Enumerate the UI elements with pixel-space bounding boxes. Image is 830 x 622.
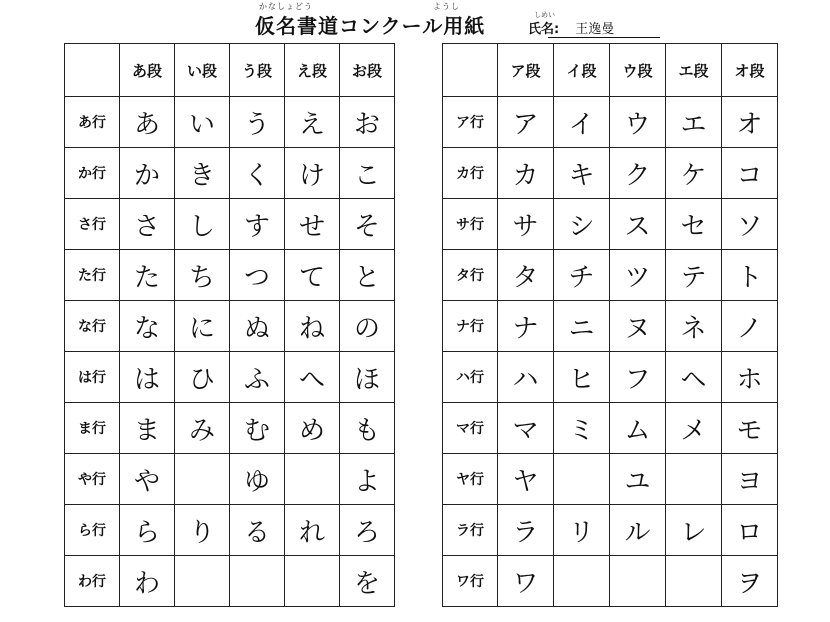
- table-row: [65, 403, 395, 454]
- table-row: [443, 148, 778, 199]
- katakana-row-header: マ行: [443, 403, 498, 454]
- hiragana-cell: ち: [175, 250, 230, 301]
- katakana-cell: ヲ: [722, 556, 778, 607]
- katakana-cell: [666, 454, 722, 505]
- katakana-cell: サ: [498, 199, 554, 250]
- hiragana-row-header: さ行: [65, 199, 120, 250]
- hiragana-column-header: う段: [230, 44, 285, 97]
- katakana-row-header: ナ行: [443, 301, 498, 352]
- katakana-row-header: ワ行: [443, 556, 498, 607]
- katakana-cell: セ: [666, 199, 722, 250]
- katakana-cell: ム: [610, 403, 666, 454]
- katakana-row-header: ア行: [443, 97, 498, 148]
- table-row: [443, 199, 778, 250]
- katakana-cell: ヨ: [722, 454, 778, 505]
- hiragana-cell: あ: [120, 97, 175, 148]
- hiragana-cell: み: [175, 403, 230, 454]
- hiragana-row-header: か行: [65, 148, 120, 199]
- katakana-header-row: [443, 44, 778, 97]
- katakana-cell: タ: [498, 250, 554, 301]
- table-row: [65, 454, 395, 505]
- katakana-cell: ロ: [722, 505, 778, 556]
- table-row: [65, 97, 395, 148]
- hiragana-cell: か: [120, 148, 175, 199]
- hiragana-cell: め: [285, 403, 340, 454]
- katakana-row-header: ハ行: [443, 352, 498, 403]
- table-row: [443, 454, 778, 505]
- katakana-cell: ハ: [498, 352, 554, 403]
- katakana-cell: ワ: [498, 556, 554, 607]
- hiragana-header-row: [65, 44, 395, 97]
- hiragana-cell: す: [230, 199, 285, 250]
- name-ruby: しめい: [534, 11, 555, 19]
- katakana-column-header: ウ段: [610, 44, 666, 97]
- hiragana-cell: [285, 556, 340, 607]
- katakana-cell: キ: [554, 148, 610, 199]
- page-title: [255, 2, 486, 39]
- table-row: [65, 505, 395, 556]
- table-row: [65, 148, 395, 199]
- hiragana-cell: [230, 556, 285, 607]
- katakana-column-header: エ段: [666, 44, 722, 97]
- hiragana-cell: し: [175, 199, 230, 250]
- katakana-cell: ヌ: [610, 301, 666, 352]
- katakana-row-header: ヤ行: [443, 454, 498, 505]
- hiragana-column-header: お段: [340, 44, 395, 97]
- hiragana-cell: た: [120, 250, 175, 301]
- katakana-column-header: イ段: [554, 44, 610, 97]
- katakana-cell: [554, 556, 610, 607]
- katakana-cell: ケ: [666, 148, 722, 199]
- hiragana-cell: て: [285, 250, 340, 301]
- hiragana-cell: ろ: [340, 505, 395, 556]
- name-underline: [548, 37, 660, 38]
- katakana-row-header: カ行: [443, 148, 498, 199]
- katakana-cell: チ: [554, 250, 610, 301]
- hiragana-cell: い: [175, 97, 230, 148]
- hiragana-cell: な: [120, 301, 175, 352]
- katakana-cell: ス: [610, 199, 666, 250]
- hiragana-cell: せ: [285, 199, 340, 250]
- table-row: [443, 301, 778, 352]
- hiragana-cell: ゆ: [230, 454, 285, 505]
- katakana-row-header: タ行: [443, 250, 498, 301]
- hiragana-cell: に: [175, 301, 230, 352]
- name-label: 氏名:: [528, 22, 560, 37]
- hiragana-row-header: ま行: [65, 403, 120, 454]
- katakana-cell: レ: [666, 505, 722, 556]
- hiragana-cell: う: [230, 97, 285, 148]
- hiragana-column-header: え段: [285, 44, 340, 97]
- table-row: [443, 505, 778, 556]
- katakana-cell: ル: [610, 505, 666, 556]
- hiragana-cell: け: [285, 148, 340, 199]
- katakana-row-header: サ行: [443, 199, 498, 250]
- hiragana-cell: も: [340, 403, 395, 454]
- hiragana-row-header: や行: [65, 454, 120, 505]
- katakana-cell: メ: [666, 403, 722, 454]
- hiragana-row-header: な行: [65, 301, 120, 352]
- katakana-cell: ラ: [498, 505, 554, 556]
- hiragana-cell: ま: [120, 403, 175, 454]
- katakana-cell: リ: [554, 505, 610, 556]
- katakana-cell: ア: [498, 97, 554, 148]
- katakana-cell: ホ: [722, 352, 778, 403]
- hiragana-cell: や: [120, 454, 175, 505]
- hiragana-cell: れ: [285, 505, 340, 556]
- hiragana-cell: つ: [230, 250, 285, 301]
- hiragana-cell: ぬ: [230, 301, 285, 352]
- table-row: [65, 556, 395, 607]
- hiragana-cell: る: [230, 505, 285, 556]
- katakana-cell: ツ: [610, 250, 666, 301]
- hiragana-cell: く: [230, 148, 285, 199]
- hiragana-row-header: た行: [65, 250, 120, 301]
- hiragana-row-header: は行: [65, 352, 120, 403]
- hiragana-cell: [175, 556, 230, 607]
- hiragana-corner-cell: [65, 44, 120, 97]
- katakana-cell: フ: [610, 352, 666, 403]
- hiragana-cell: り: [175, 505, 230, 556]
- hiragana-cell: ら: [120, 505, 175, 556]
- table-row: [443, 250, 778, 301]
- katakana-cell: ヒ: [554, 352, 610, 403]
- hiragana-cell: わ: [120, 556, 175, 607]
- hiragana-cell: ふ: [230, 352, 285, 403]
- katakana-cell: テ: [666, 250, 722, 301]
- hiragana-cell: [285, 454, 340, 505]
- title-ruby-kana-shodou: かなしょどう: [259, 2, 313, 11]
- katakana-cell: ヤ: [498, 454, 554, 505]
- hiragana-cell: こ: [340, 148, 395, 199]
- katakana-cell: ノ: [722, 301, 778, 352]
- hiragana-cell: の: [340, 301, 395, 352]
- katakana-cell: [554, 454, 610, 505]
- hiragana-cell: へ: [285, 352, 340, 403]
- table-row: [443, 352, 778, 403]
- hiragana-cell: と: [340, 250, 395, 301]
- hiragana-row-header: ら行: [65, 505, 120, 556]
- hiragana-cell: お: [340, 97, 395, 148]
- katakana-cell: ク: [610, 148, 666, 199]
- table-row: [443, 556, 778, 607]
- katakana-cell: ミ: [554, 403, 610, 454]
- hiragana-cell: を: [340, 556, 395, 607]
- katakana-cell: イ: [554, 97, 610, 148]
- katakana-cell: ウ: [610, 97, 666, 148]
- katakana-cell: ニ: [554, 301, 610, 352]
- table-row: [65, 250, 395, 301]
- table-row: [65, 301, 395, 352]
- katakana-cell: ユ: [610, 454, 666, 505]
- hiragana-row-header: わ行: [65, 556, 120, 607]
- hiragana-cell: き: [175, 148, 230, 199]
- hiragana-cell: そ: [340, 199, 395, 250]
- katakana-cell: オ: [722, 97, 778, 148]
- hiragana-column-header: あ段: [120, 44, 175, 97]
- katakana-cell: ト: [722, 250, 778, 301]
- katakana-cell: ソ: [722, 199, 778, 250]
- hiragana-cell: は: [120, 352, 175, 403]
- katakana-table: [442, 43, 778, 607]
- katakana-cell: シ: [554, 199, 610, 250]
- table-row: [65, 199, 395, 250]
- hiragana-cell: ひ: [175, 352, 230, 403]
- table-row: [443, 97, 778, 148]
- katakana-cell: エ: [666, 97, 722, 148]
- katakana-cell: マ: [498, 403, 554, 454]
- hiragana-row-header: あ行: [65, 97, 120, 148]
- hiragana-cell: え: [285, 97, 340, 148]
- katakana-cell: コ: [722, 148, 778, 199]
- katakana-cell: ナ: [498, 301, 554, 352]
- title-text: 仮名書道コンクール用紙: [255, 14, 486, 38]
- katakana-row-header: ラ行: [443, 505, 498, 556]
- title-ruby-youshi: ようし: [433, 2, 460, 11]
- katakana-cell: カ: [498, 148, 554, 199]
- katakana-corner-cell: [443, 44, 498, 97]
- katakana-cell: モ: [722, 403, 778, 454]
- hiragana-column-header: い段: [175, 44, 230, 97]
- hiragana-cell: ほ: [340, 352, 395, 403]
- katakana-cell: [666, 556, 722, 607]
- hiragana-cell: よ: [340, 454, 395, 505]
- hiragana-cell: さ: [120, 199, 175, 250]
- name-value: 王逸曼: [575, 22, 615, 37]
- name-field: [528, 18, 620, 37]
- katakana-cell: ネ: [666, 301, 722, 352]
- katakana-cell: [610, 556, 666, 607]
- hiragana-cell: ね: [285, 301, 340, 352]
- hiragana-cell: [175, 454, 230, 505]
- hiragana-cell: む: [230, 403, 285, 454]
- katakana-column-header: ア段: [498, 44, 554, 97]
- katakana-column-header: オ段: [722, 44, 778, 97]
- table-row: [443, 403, 778, 454]
- katakana-cell: ヘ: [666, 352, 722, 403]
- hiragana-table: [64, 43, 395, 607]
- table-row: [65, 352, 395, 403]
